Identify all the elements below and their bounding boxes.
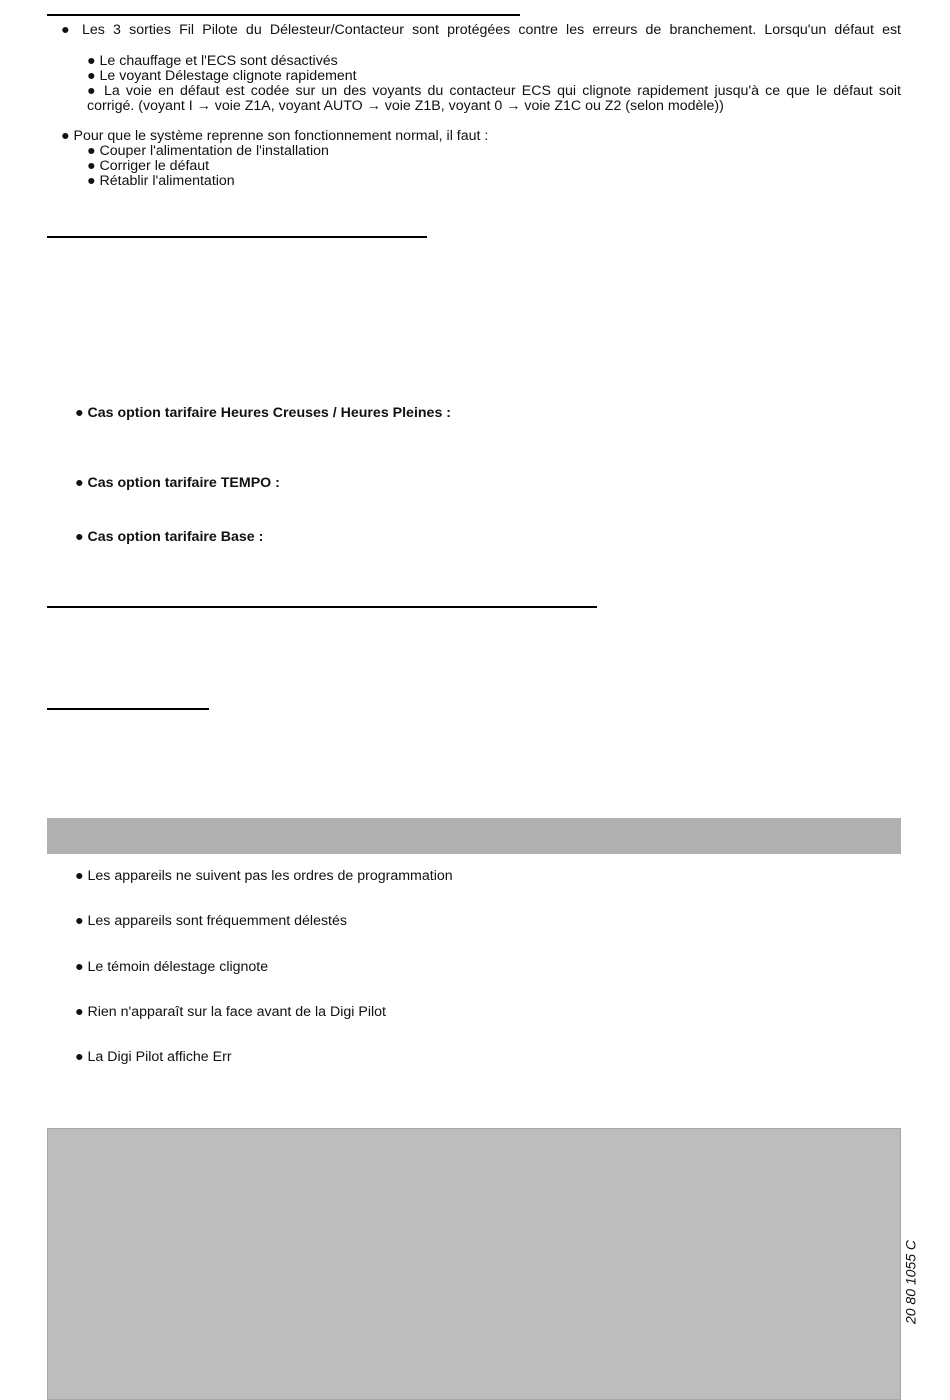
effect-item: ● Le chauffage et l'ECS sont désactivés <box>87 53 338 69</box>
protection-intro: ● Les 3 sorties Fil Pilote du Délesteur/Contacteur sont protégées contre les erreurs de branchement. Lorsqu'un défaut est <box>61 22 901 38</box>
restart-step: ● Rétablir l'alimentation <box>87 173 235 189</box>
symptom-item: ● Rien n'apparaît sur la face avant de la Digi Pilot <box>75 1004 386 1020</box>
restart-step: ● Couper l'alimentation de l'installation <box>87 143 329 159</box>
channel-code-line-1: ● La voie en défaut est codée sur un des voyants du contacteur ECS qui clignote rapidement jusqu'à ce que le défaut soit <box>87 83 901 99</box>
section-rule-3 <box>47 606 597 608</box>
gray-header-band <box>47 818 901 854</box>
section-rule-protection <box>47 14 520 16</box>
effect-item: ● Le voyant Délestage clignote rapidement <box>87 68 357 84</box>
symptom-item: ● Les appareils sont fréquemment délestés <box>75 913 347 929</box>
tariff-option-hc-hp: ● Cas option tarifaire Heures Creuses / Heures Pleines : <box>75 405 452 421</box>
symptom-item: ● La Digi Pilot affiche Err <box>75 1049 232 1065</box>
document-code: 20 80 1055 C <box>902 1239 919 1325</box>
section-rule-4 <box>47 708 209 710</box>
tariff-option-tempo: ● Cas option tarifaire TEMPO : <box>75 475 280 491</box>
channel-code-line-2: corrigé. (voyant I → voie Z1A, voyant AUTO → voie Z1B, voyant 0 → voie Z1C ou Z2 (selon modèle)) <box>87 98 724 114</box>
gray-content-box <box>47 1128 901 1400</box>
section-rule-tariff <box>47 236 427 238</box>
tariff-option-base: ● Cas option tarifaire Base : <box>75 529 264 545</box>
symptom-item: ● Les appareils ne suivent pas les ordres de programmation <box>75 868 453 884</box>
restart-intro: ● Pour que le système reprenne son fonctionnement normal, il faut : <box>61 128 489 144</box>
restart-step: ● Corriger le défaut <box>87 158 210 174</box>
symptom-item: ● Le témoin délestage clignote <box>75 959 269 975</box>
